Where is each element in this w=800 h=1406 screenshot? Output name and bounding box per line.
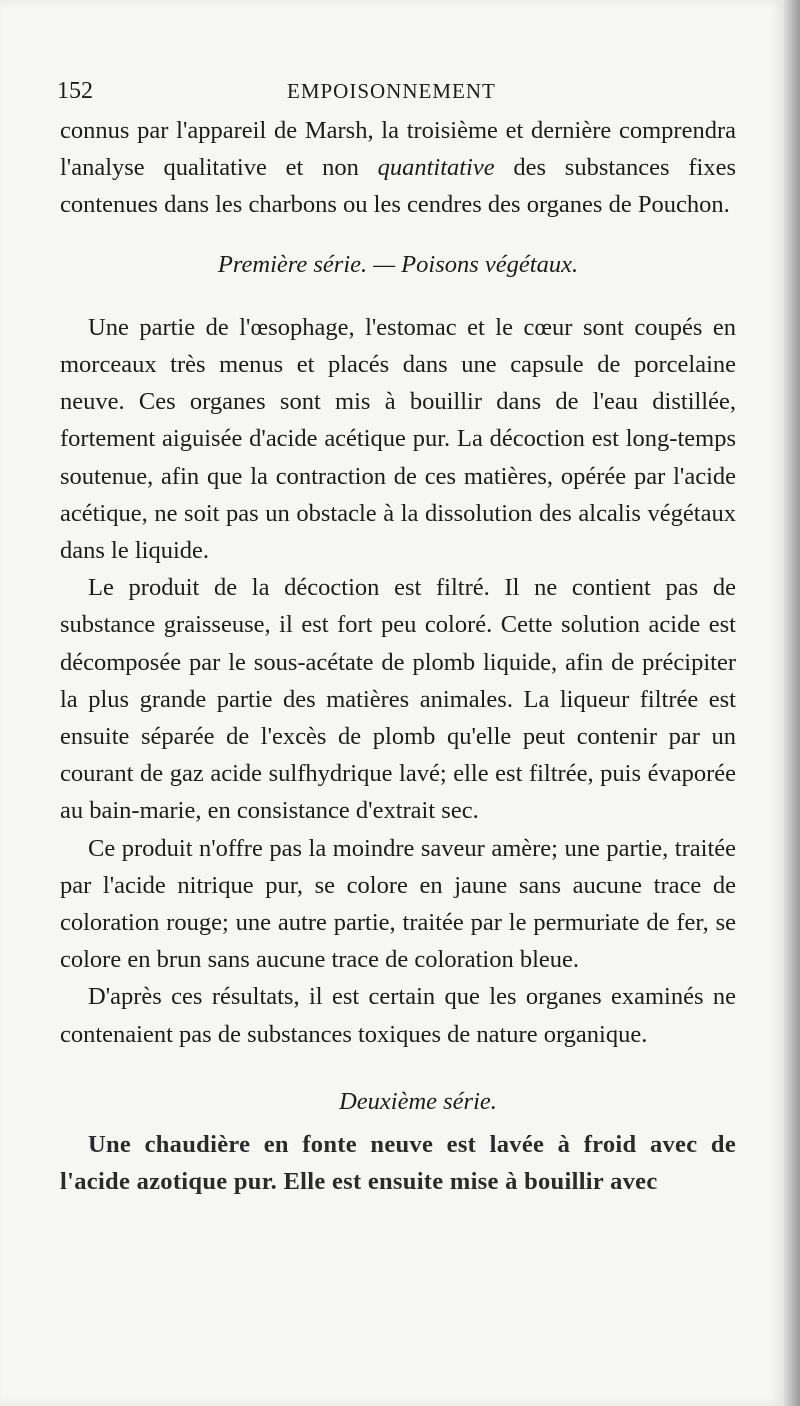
page-number: 152 — [57, 78, 93, 104]
paragraph-text: des substances fixes contenues dans les charbons ou les cendres des organes de Pouchon. — [60, 154, 736, 219]
paragraph: Ce produit n'offre pas la moindre saveur amère; une partie, traitée par l'acide nitrique pur, se colore en jaune sans aucune trace de coloration rouge; une autre partie, traitée par le permuriate de fer, se colore en brun sans aucune trace de coloration bleue. — [60, 834, 736, 974]
section-heading-first-series: Première série. — Poisons végétaux. — [217, 250, 579, 278]
section-heading-second-series: Deuxième série. — [339, 1087, 497, 1115]
paragraph: Une chaudière en fonte neuve est lavée à froid avec de l'acide azotique pur. Elle est ensuite mise à bouillir avec — [60, 1131, 736, 1196]
paragraph-continuation — [60, 112, 736, 224]
running-head: EMPOISONNEMENT — [287, 79, 496, 103]
page-body — [60, 112, 736, 1200]
page-header — [57, 74, 737, 108]
emphasis-text: quantitative — [377, 154, 495, 182]
paragraph-text: connus par l'appareil de Marsh, la troisième et dernière comprendra l'analyse qualitative et non — [60, 117, 736, 182]
paragraph: Une partie de l'œsophage, l'estomac et le cœur sont coupés en morceaux très menus et placés dans une capsule de porcelaine neuve. Ces organes sont mis à bouillir dans de l'eau distillée, fortement aiguisée d'acide acétique pur. La décoction est long-temps soutenue, afin que la contraction de ces matières, opérée par l'acide acétique, ne soit pas un obstacle à la dissolution des alcalis végétaux dans le liquide. — [60, 313, 736, 565]
paragraph: D'après ces résultats, il est certain que les organes examinés ne contenaient pas de substances toxiques de nature organique. — [60, 983, 736, 1048]
page-edge — [784, 0, 800, 1406]
paragraph: Le produit de la décoction est filtré. Il ne contient pas de substance graisseuse, il est fort peu coloré. Cette solution acide est décomposée par le sous-acétate de plomb liquide, afin de précipiter la plus grande partie des matières animales. La liqueur filtrée est ensuite séparée de l'excès de plomb qu'elle peut contenir par un courant de gaz acide sulfhydrique lavé; elle est filtrée, puis évaporée au bain-marie, en consistance d'extrait sec. — [60, 574, 736, 825]
